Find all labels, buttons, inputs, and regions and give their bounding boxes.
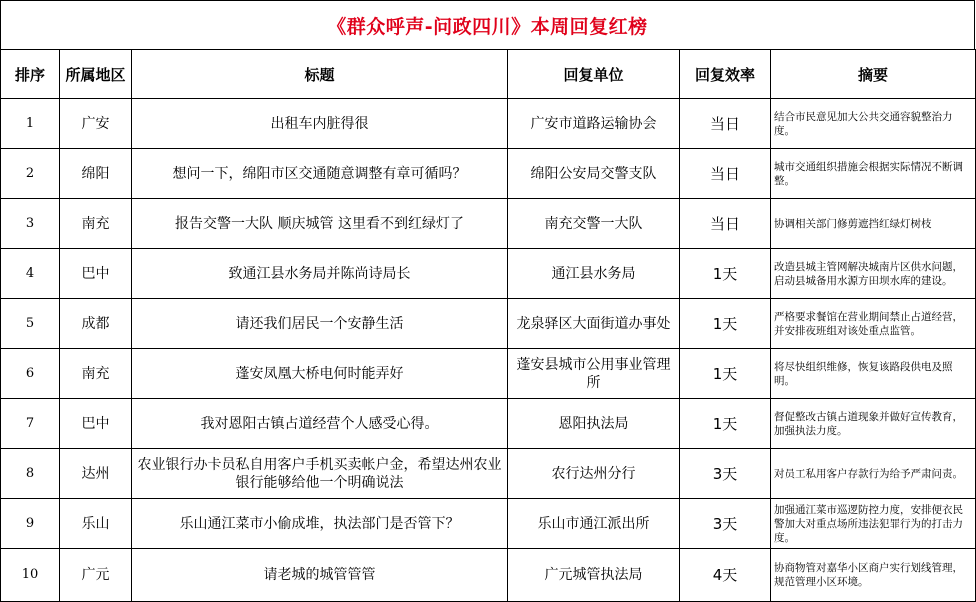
summary-cell: 加强通江菜市巡逻防控力度，安排便衣民警加大对重点场所违法犯罪行为的打击力度。 bbox=[771, 499, 976, 549]
title-cell: 报告交警一大队 顺庆城管 这里看不到红绿灯了 bbox=[132, 199, 508, 249]
table-row bbox=[1, 199, 976, 249]
region-cell: 南充 bbox=[60, 349, 132, 399]
title-cell: 农业银行办卡员私自用客户手机买卖帐户金，希望达州农业银行能够给他一个明确说法 bbox=[132, 449, 508, 499]
title-cell: 我对恩阳古镇占道经营个人感受心得。 bbox=[132, 399, 508, 449]
efficiency-cell: 1天 bbox=[680, 349, 771, 399]
unit-cell: 农行达州分行 bbox=[508, 449, 680, 499]
efficiency-cell: 1天 bbox=[680, 399, 771, 449]
header-summary: 摘要 bbox=[771, 50, 976, 99]
summary-cell: 结合市民意见加大公共交通容貌整治力度。 bbox=[771, 99, 976, 149]
rank-cell: 7 bbox=[1, 399, 60, 449]
efficiency-cell: 1天 bbox=[680, 249, 771, 299]
rank-cell: 1 bbox=[1, 99, 60, 149]
title-cell: 请还我们居民一个安静生活 bbox=[132, 299, 508, 349]
title-cell: 致通江县水务局并陈尚诗局长 bbox=[132, 249, 508, 299]
unit-cell: 广元城管执法局 bbox=[508, 549, 680, 602]
rank-cell: 10 bbox=[1, 549, 60, 602]
summary-cell: 协商物管对嘉华小区商户实行划线管理，规范管理小区环境。 bbox=[771, 549, 976, 602]
rank-cell: 2 bbox=[1, 149, 60, 199]
summary-cell: 协调相关部门修剪遮挡红绿灯树枝 bbox=[771, 199, 976, 249]
efficiency-cell: 当日 bbox=[680, 149, 771, 199]
region-cell: 巴中 bbox=[60, 399, 132, 449]
summary-cell: 改造县城主管网解决城南片区供水问题，启动县城备用水源方田坝水库的建设。 bbox=[771, 249, 976, 299]
region-cell: 南充 bbox=[60, 199, 132, 249]
summary-cell: 对员工私用客户存款行为给予严肃问责。 bbox=[771, 449, 976, 499]
table-row bbox=[1, 399, 976, 449]
table-row bbox=[1, 99, 976, 149]
region-cell: 巴中 bbox=[60, 249, 132, 299]
summary-cell: 严格要求餐馆在营业期间禁止占道经营，并安排夜班组对该处重点监管。 bbox=[771, 299, 976, 349]
summary-cell: 城市交通组织措施会根据实际情况不断调整。 bbox=[771, 149, 976, 199]
region-cell: 乐山 bbox=[60, 499, 132, 549]
header-unit: 回复单位 bbox=[508, 50, 680, 99]
efficiency-cell: 当日 bbox=[680, 199, 771, 249]
rank-cell: 9 bbox=[1, 499, 60, 549]
header-region: 所属地区 bbox=[60, 50, 132, 99]
efficiency-cell: 当日 bbox=[680, 99, 771, 149]
efficiency-cell: 4天 bbox=[680, 549, 771, 602]
table-row bbox=[1, 299, 976, 349]
header-rank: 排序 bbox=[1, 50, 60, 99]
table-row bbox=[1, 349, 976, 399]
table-row bbox=[1, 149, 976, 199]
unit-cell: 龙泉驿区大面街道办事处 bbox=[508, 299, 680, 349]
unit-cell: 广安市道路运输协会 bbox=[508, 99, 680, 149]
title-cell: 蓬安凤凰大桥电何时能弄好 bbox=[132, 349, 508, 399]
region-cell: 绵阳 bbox=[60, 149, 132, 199]
title-cell: 出租车内脏得很 bbox=[132, 99, 508, 149]
unit-cell: 蓬安县城市公用事业管理所 bbox=[508, 349, 680, 399]
title-cell: 乐山通江菜市小偷成堆，执法部门是否管下？ bbox=[132, 499, 508, 549]
unit-cell: 通江县水务局 bbox=[508, 249, 680, 299]
efficiency-cell: 1天 bbox=[680, 299, 771, 349]
table-row bbox=[1, 449, 976, 499]
title-cell: 想问一下，绵阳市区交通随意调整有章可循吗？ bbox=[132, 149, 508, 199]
unit-cell: 南充交警一大队 bbox=[508, 199, 680, 249]
summary-cell: 督促整改古镇占道现象并做好宣传教育，加强执法力度。 bbox=[771, 399, 976, 449]
table-row bbox=[1, 549, 976, 602]
rank-cell: 3 bbox=[1, 199, 60, 249]
region-cell: 成都 bbox=[60, 299, 132, 349]
rank-cell: 5 bbox=[1, 299, 60, 349]
unit-cell: 绵阳公安局交警支队 bbox=[508, 149, 680, 199]
rank-cell: 6 bbox=[1, 349, 60, 399]
unit-cell: 恩阳执法局 bbox=[508, 399, 680, 449]
title-cell: 请老城的城管管管 bbox=[132, 549, 508, 602]
reply-table bbox=[0, 49, 976, 602]
efficiency-cell: 3天 bbox=[680, 449, 771, 499]
page-title: 《群众呼声-问政四川》本周回复红榜 bbox=[0, 0, 975, 49]
rank-cell: 8 bbox=[1, 449, 60, 499]
table-row bbox=[1, 499, 976, 549]
table-header-row bbox=[1, 50, 976, 99]
unit-cell: 乐山市通江派出所 bbox=[508, 499, 680, 549]
region-cell: 达州 bbox=[60, 449, 132, 499]
efficiency-cell: 3天 bbox=[680, 499, 771, 549]
header-title: 标题 bbox=[132, 50, 508, 99]
summary-cell: 将尽快组织维修，恢复该路段供电及照明。 bbox=[771, 349, 976, 399]
rank-cell: 4 bbox=[1, 249, 60, 299]
header-efficiency: 回复效率 bbox=[680, 50, 771, 99]
table-row bbox=[1, 249, 976, 299]
region-cell: 广安 bbox=[60, 99, 132, 149]
region-cell: 广元 bbox=[60, 549, 132, 602]
